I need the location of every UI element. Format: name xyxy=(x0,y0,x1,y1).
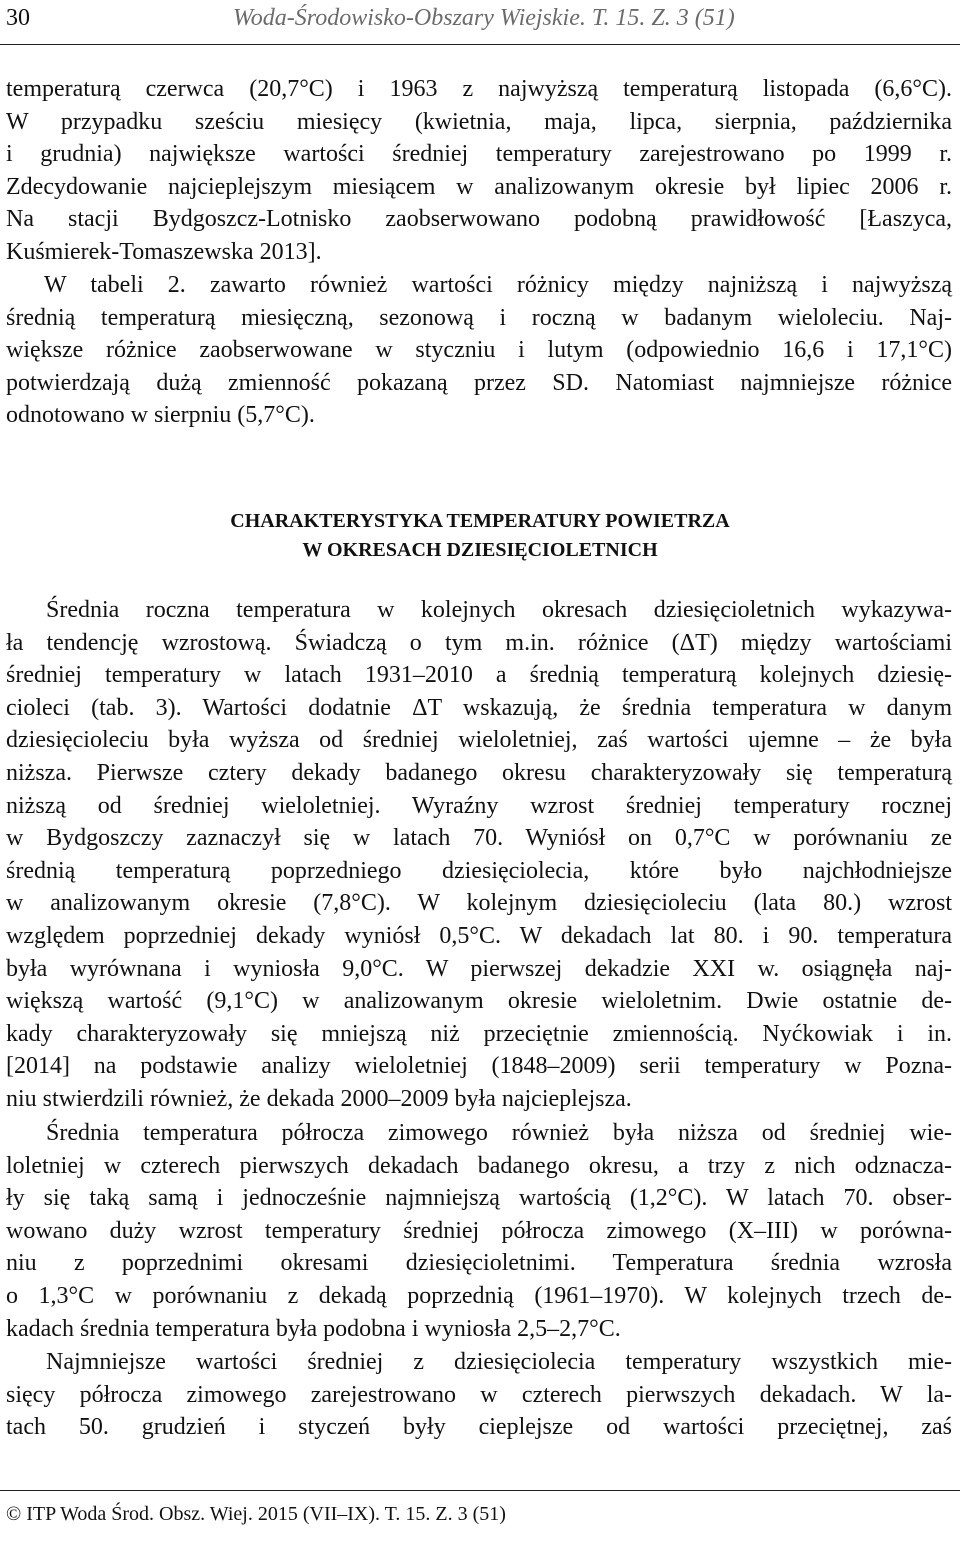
text-line: [2014] na podstawie analizy wieloletniej (1848–2009) serii temperatury w Pozna- xyxy=(6,1053,952,1080)
text-line: większe różnice zaobserwowane w styczniu i lutym (odpowiednio 16,6 i 17,1°C) xyxy=(6,337,952,364)
running-header xyxy=(0,0,960,45)
text-line: tach 50. grudzień i styczeń były cieplejsze od wartości przeciętnej, zaś xyxy=(6,1414,952,1441)
text-line: sięcy półrocza zimowego zarejestrowano w czterech pierwszych dekadach. W la- xyxy=(6,1381,952,1408)
paragraph-1 xyxy=(6,73,952,269)
text-line: W przypadku sześciu miesięcy (kwietnia, maja, lipca, sierpnia, października xyxy=(6,108,952,135)
text-line: niu z poprzednimi okresami dziesięcioletnimi. Temperatura średnia wzrosła xyxy=(6,1250,952,1277)
text-line: średnią temperaturą miesięczną, sezonową i roczną w badanym wieloleciu. Naj- xyxy=(6,304,952,331)
text-line: temperaturą czerwca (20,7°C) i 1963 z najwyższą temperaturą listopada (6,6°C). xyxy=(6,76,952,102)
page-footer xyxy=(0,1490,960,1525)
section-heading-line-2: W OKRESACH DZIESIĘCIOLETNICH xyxy=(302,539,658,561)
paragraph-2 xyxy=(6,269,952,432)
text-line: cioleci (tab. 3). Wartości dodatnie ΔT wskazują, że średnia temperatura w danym xyxy=(6,694,952,721)
text-line: ły się taką samą i jednocześnie najmniejszą wartością (1,2°C). W latach 70. obser- xyxy=(6,1185,952,1212)
section-heading xyxy=(0,510,960,562)
text-line: Średnia roczna temperatura w kolejnych okresach dziesięcioletnich wykazywa- xyxy=(46,597,952,623)
text-line: Zdecydowanie najcieplejszym miesiącem w analizowanym okresie był lipiec 2006 r. xyxy=(6,173,952,200)
text-line: niższa. Pierwsze cztery dekady badanego okresu charakteryzowały się temperaturą xyxy=(6,759,952,786)
text-line: i grudnia) największe wartości średniej temperatury zarejestrowano po 1999 r. xyxy=(6,141,952,168)
text-line: w analizowanym okresie (7,8°C). W kolejnym dziesięcioleciu (lata 80.) wzrost xyxy=(6,890,952,917)
text-line: względem poprzedniej dekady wyniósł 0,5°C. W dekadach lat 80. i 90. temperatura xyxy=(6,922,952,949)
text-line: kady charakteryzowały się mniejszą niż przeciętnie zmiennością. Nyćkowiak i in. xyxy=(6,1020,952,1047)
journal-title: Woda-Środowisko-Obszary Wiejskie. T. 15. Z. 3 (51) xyxy=(233,5,735,31)
copyright-footer: © ITP Woda Środ. Obsz. Wiej. 2015 (VII–IX). T. 15. Z. 3 (51) xyxy=(6,1503,506,1525)
text-line: odnotowano w sierpniu (5,7°C). xyxy=(6,402,315,429)
text-line: Na stacji Bydgoszcz-Lotnisko zaobserwowano podobną prawidłowość [Łaszyca, xyxy=(6,206,952,233)
text-line: niższą od średniej wieloletniej. Wyraźny wzrost średniej temperatury rocznej xyxy=(6,792,952,819)
paragraph-4 xyxy=(6,1117,952,1345)
text-line: w Bydgoszczy zaznaczył się w latach 70. Wyniósł on 0,7°C w porównaniu ze xyxy=(6,825,952,852)
text-line: średnią temperaturą poprzedniego dziesięciolecia, które było najchłodniejsze xyxy=(6,857,952,884)
text-line: Średnia temperatura półrocza zimowego również była niższa od średniej wie- xyxy=(46,1120,952,1146)
text-line: była wyrównana i wyniosła 9,0°C. W pierwszej dekadzie XXI w. osiągnęła naj- xyxy=(6,955,952,982)
paragraph-3 xyxy=(6,594,952,1116)
text-line: kadach średnia temperatura była podobna i wyniosła 2,5–2,7°C. xyxy=(6,1315,621,1342)
text-line: większą wartość (9,1°C) w analizowanym okresie wieloletnim. Dwie ostatnie de- xyxy=(6,988,952,1015)
text-line: wowano duży wzrost temperatury średniej półrocza zimowego (X–III) w porówna- xyxy=(6,1217,952,1244)
text-line: potwierdzają dużą zmienność pokazaną przez SD. Natomiast najmniejsze różnice xyxy=(6,369,952,396)
text-line: o 1,3°C w porównaniu z dekadą poprzednią (1961–1970). W kolejnych trzech de- xyxy=(6,1282,952,1309)
text-line: niu stwierdzili również, że dekada 2000–2009 była najcieplejsza. xyxy=(6,1085,632,1112)
page-number: 30 xyxy=(6,5,30,31)
text-line: ła tendencję wzrostową. Świadczą o tym m.in. różnice (ΔT) między wartościami xyxy=(6,629,952,656)
text-line: Kuśmierek-Tomaszewska 2013]. xyxy=(6,238,322,265)
text-line: Najmniejsze wartości średniej z dziesięciolecia temperatury wszystkich mie- xyxy=(46,1349,952,1375)
text-line: dziesięcioleciu była wyższa od średniej wieloletniej, zaś wartości ujemne – że była xyxy=(6,727,952,754)
text-line: średniej temperatury w latach 1931–2010 a średnią temperaturą kolejnych dziesię- xyxy=(6,662,952,689)
paragraph-5 xyxy=(6,1346,952,1444)
text-line: loletniej w czterech pierwszych dekadach badanego okresu, a trzy z nich odznacza- xyxy=(6,1152,952,1179)
section-heading-line-1: CHARAKTERYSTYKA TEMPERATURY POWIETRZA xyxy=(230,510,730,532)
text-line: W tabeli 2. zawarto również wartości różnicy między najniższą i najwyższą xyxy=(44,272,952,298)
